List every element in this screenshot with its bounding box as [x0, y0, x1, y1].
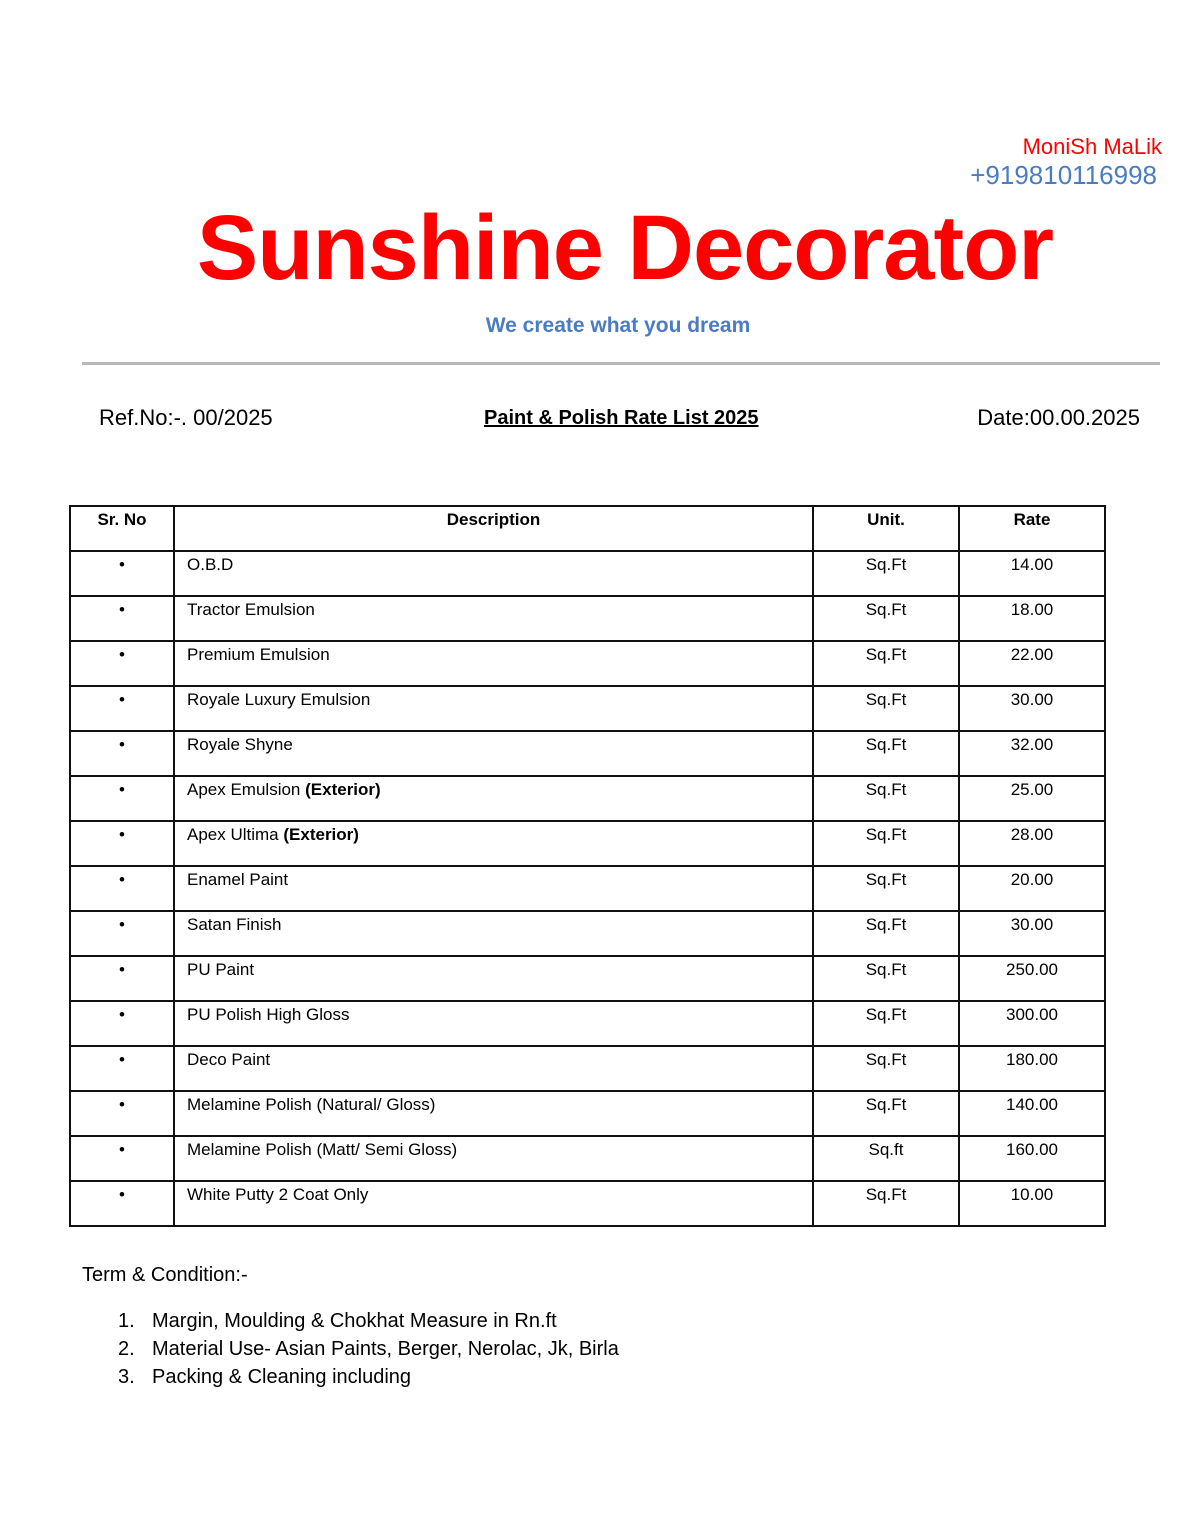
item-name: Premium Emulsion: [187, 645, 330, 664]
item-rate: 160.00: [959, 1136, 1105, 1181]
bullet-icon: •: [70, 911, 174, 956]
item-unit: Sq.Ft: [813, 641, 959, 686]
table-row: [70, 866, 1105, 911]
table-row: [70, 551, 1105, 596]
rate-table-body: [70, 551, 1105, 1226]
item-name: Deco Paint: [187, 1050, 271, 1069]
item-rate: 22.00: [959, 641, 1105, 686]
item-unit: Sq.Ft: [813, 551, 959, 596]
term-number: 3.: [118, 1366, 135, 1388]
table-row: [70, 641, 1105, 686]
table-row: [70, 1046, 1105, 1091]
item-description: [174, 551, 813, 596]
term-text: Material Use- Asian Paints, Berger, Nerolac, Jk, Birla: [152, 1338, 619, 1360]
bullet-icon: •: [70, 1181, 174, 1226]
bullet-icon: •: [70, 731, 174, 776]
item-description: [174, 731, 813, 776]
item-name: Enamel Paint: [187, 870, 289, 889]
bullet-icon: •: [70, 776, 174, 821]
term-item: [118, 1363, 619, 1391]
item-description: [174, 1136, 813, 1181]
header-unit: Unit.: [813, 506, 959, 551]
item-unit: Sq.Ft: [813, 866, 959, 911]
header-divider: [82, 362, 1160, 365]
item-rate: 30.00: [959, 686, 1105, 731]
item-name: Apex Emulsion: [187, 780, 306, 799]
term-number: 2.: [118, 1338, 135, 1360]
item-name: Melamine Polish (Natural/ Gloss): [187, 1095, 436, 1114]
table-row: [70, 731, 1105, 776]
table-row: [70, 956, 1105, 1001]
item-description: [174, 1001, 813, 1046]
header-description: Description: [174, 506, 813, 551]
item-rate: 30.00: [959, 911, 1105, 956]
bullet-icon: •: [70, 686, 174, 731]
item-description: [174, 866, 813, 911]
table-row: [70, 1091, 1105, 1136]
term-item: [118, 1335, 619, 1363]
table-row: [70, 911, 1105, 956]
document-date: Date:00.00.2025: [977, 405, 1140, 430]
table-row: [70, 1136, 1105, 1181]
item-unit: Sq.Ft: [813, 911, 959, 956]
item-name: White Putty 2 Coat Only: [187, 1185, 369, 1204]
item-rate: 10.00: [959, 1181, 1105, 1226]
contact-phone: +919810116998: [970, 160, 1157, 190]
item-name: Royale Shyne: [187, 735, 293, 754]
item-name: PU Paint: [187, 960, 255, 979]
item-qualifier: (Exterior): [305, 780, 381, 799]
item-description: [174, 821, 813, 866]
terms-list: [118, 1307, 619, 1391]
item-description: [174, 1046, 813, 1091]
item-unit: Sq.Ft: [813, 1001, 959, 1046]
item-unit: Sq.Ft: [813, 686, 959, 731]
terms-title: Term & Condition:-: [82, 1264, 248, 1286]
company-name: Sunshine Decorator: [196, 197, 1054, 299]
bullet-icon: •: [70, 1001, 174, 1046]
term-number: 1.: [118, 1310, 135, 1332]
table-row: [70, 1001, 1105, 1046]
item-name: Royale Luxury Emulsion: [187, 690, 371, 709]
item-name: PU Polish High Gloss: [187, 1005, 350, 1024]
item-unit: Sq.Ft: [813, 821, 959, 866]
table-row: [70, 821, 1105, 866]
table-header-row: [70, 506, 1105, 551]
contact-name: MoniSh MaLik: [1022, 134, 1162, 159]
item-rate: 140.00: [959, 1091, 1105, 1136]
table-row: [70, 596, 1105, 641]
item-unit: Sq.Ft: [813, 1181, 959, 1226]
bullet-icon: •: [70, 1091, 174, 1136]
reference-number: Ref.No:-. 00/2025: [99, 405, 273, 430]
item-description: [174, 911, 813, 956]
bullet-icon: •: [70, 956, 174, 1001]
table-row: [70, 1181, 1105, 1226]
rate-table: [69, 505, 1106, 1227]
bullet-icon: •: [70, 641, 174, 686]
item-rate: 14.00: [959, 551, 1105, 596]
item-unit: Sq.Ft: [813, 1046, 959, 1091]
item-rate: 28.00: [959, 821, 1105, 866]
item-unit: Sq.Ft: [813, 776, 959, 821]
item-rate: 32.00: [959, 731, 1105, 776]
item-name: Satan Finish: [187, 915, 282, 934]
bullet-icon: •: [70, 821, 174, 866]
item-name: Melamine Polish (Matt/ Semi Gloss): [187, 1140, 458, 1159]
tagline: We create what you dream: [485, 314, 751, 337]
item-unit: Sq.ft: [813, 1136, 959, 1181]
bullet-icon: •: [70, 1046, 174, 1091]
term-text: Margin, Moulding & Chokhat Measure in Rn.ft: [152, 1310, 557, 1332]
item-description: [174, 596, 813, 641]
item-qualifier: (Exterior): [283, 825, 359, 844]
item-description: [174, 1181, 813, 1226]
item-description: [174, 776, 813, 821]
item-name: Tractor Emulsion: [187, 600, 315, 619]
item-rate: 180.00: [959, 1046, 1105, 1091]
item-unit: Sq.Ft: [813, 1091, 959, 1136]
item-unit: Sq.Ft: [813, 596, 959, 641]
term-item: [118, 1307, 619, 1335]
bullet-icon: •: [70, 596, 174, 641]
document-title: Paint & Polish Rate List 2025: [484, 407, 759, 429]
item-unit: Sq.Ft: [813, 731, 959, 776]
item-rate: 18.00: [959, 596, 1105, 641]
term-text: Packing & Cleaning including: [152, 1366, 412, 1388]
item-description: [174, 641, 813, 686]
item-rate: 300.00: [959, 1001, 1105, 1046]
item-rate: 25.00: [959, 776, 1105, 821]
item-rate: 20.00: [959, 866, 1105, 911]
item-description: [174, 686, 813, 731]
header-sr-no: Sr. No: [70, 506, 174, 551]
item-description: [174, 956, 813, 1001]
header-rate: Rate: [959, 506, 1105, 551]
item-name: O.B.D: [187, 555, 234, 574]
bullet-icon: •: [70, 1136, 174, 1181]
bullet-icon: •: [70, 866, 174, 911]
table-row: [70, 686, 1105, 731]
item-rate: 250.00: [959, 956, 1105, 1001]
table-row: [70, 776, 1105, 821]
item-unit: Sq.Ft: [813, 956, 959, 1001]
item-name: Apex Ultima: [187, 825, 284, 844]
item-description: [174, 1091, 813, 1136]
bullet-icon: •: [70, 551, 174, 596]
